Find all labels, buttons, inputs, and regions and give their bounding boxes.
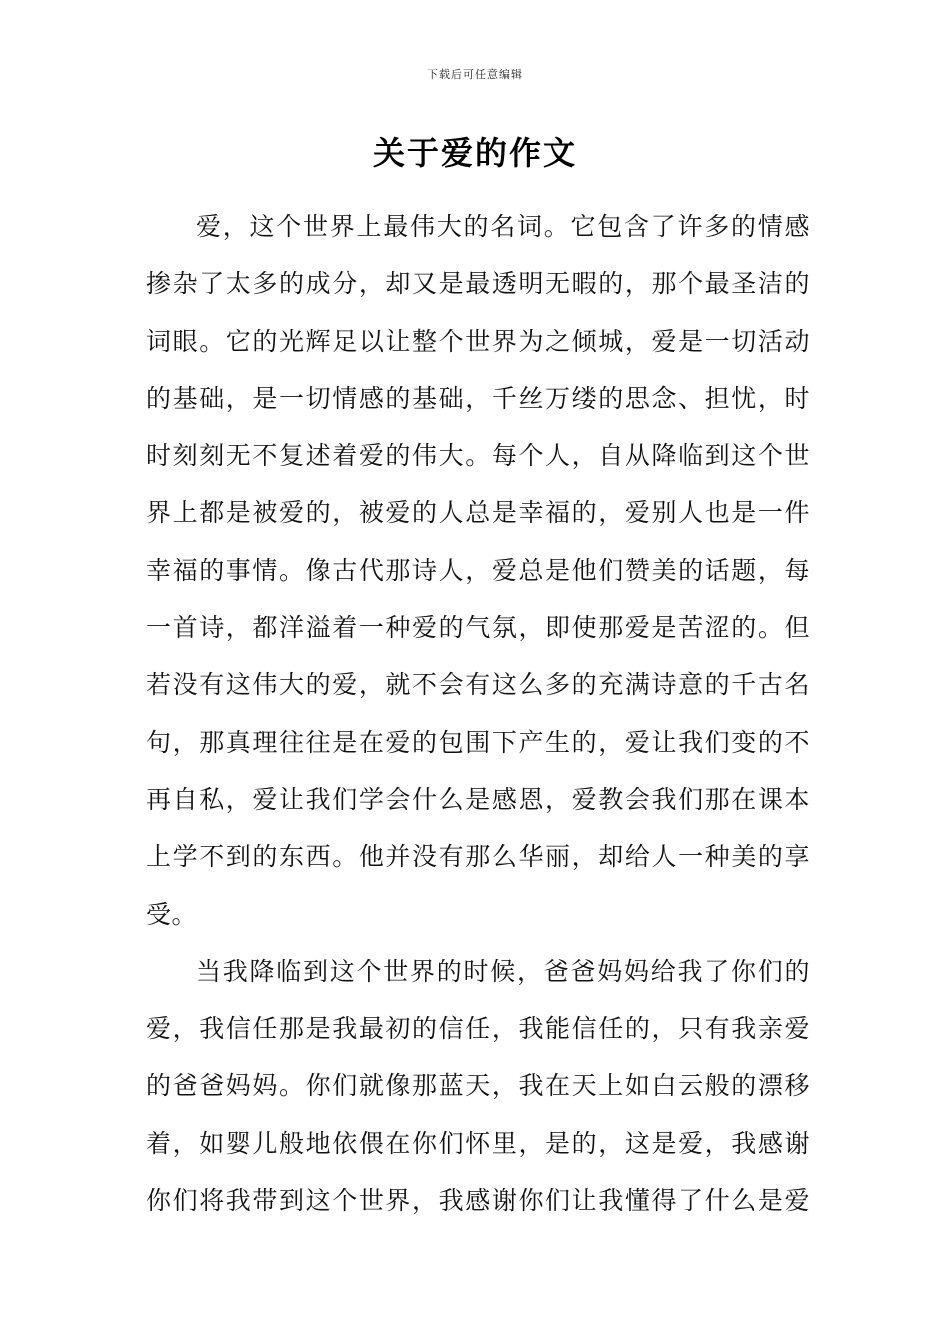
- text-line: 再自私，爱让我们学会什么是感恩，爱教会我们那在课本: [146, 784, 810, 814]
- essay-body: [146, 198, 810, 1229]
- text-line: 若没有这伟大的爱，就不会有这么多的充满诗意的千古名: [146, 670, 810, 700]
- text-line: 你们将我带到这个世界，我感谢你们让我懂得了什么是爱: [146, 1186, 810, 1216]
- text-line: 爱，我信任那是我最初的信任，我能信任的，只有我亲爱: [146, 1014, 810, 1044]
- text-line: 句，那真理往往是在爱的包围下产生的，爱让我们变的不: [146, 727, 810, 757]
- text-line: 词眼。它的光辉足以让整个世界为之倾城，爱是一切活动: [146, 326, 810, 356]
- text-line: 时刻刻无不复述着爱的伟大。每个人，自从降临到这个世: [146, 441, 810, 471]
- text-line: 幸福的事情。像古代那诗人，爱总是他们赞美的话题，每: [146, 555, 810, 585]
- text-line: 一首诗，都洋溢着一种爱的气氛，即使那爱是苦涩的。但: [146, 613, 810, 643]
- paragraph-2: [146, 943, 810, 1229]
- text-line: 爱，这个世界上最伟大的名词。它包含了许多的情感: [196, 212, 810, 241]
- paragraph-1: [146, 198, 810, 943]
- text-line: 上学不到的东西。他并没有那么华丽，却给人一种美的享: [146, 842, 810, 872]
- text-line: 界上都是被爱的，被爱的人总是幸福的，爱别人也是一件: [146, 498, 810, 528]
- text-line: 着，如婴儿般地依偎在你们怀里，是的，这是爱，我感谢: [146, 1128, 810, 1158]
- text-line: 当我降临到这个世界的时候，爸爸妈妈给我了你们的: [196, 956, 810, 986]
- text-line: 掺杂了太多的成分，却又是最透明无暇的，那个最圣洁的: [146, 269, 810, 299]
- text-line: 的爸爸妈妈。你们就像那蓝天，我在天上如白云般的漂移: [146, 1071, 810, 1101]
- header-note: 下载后可任意编辑: [427, 68, 523, 81]
- document-title: 关于爱的作文: [372, 134, 577, 172]
- text-line: 受。: [146, 899, 198, 929]
- text-line: 的基础，是一切情感的基础，千丝万缕的思念、担忧，时: [146, 383, 810, 413]
